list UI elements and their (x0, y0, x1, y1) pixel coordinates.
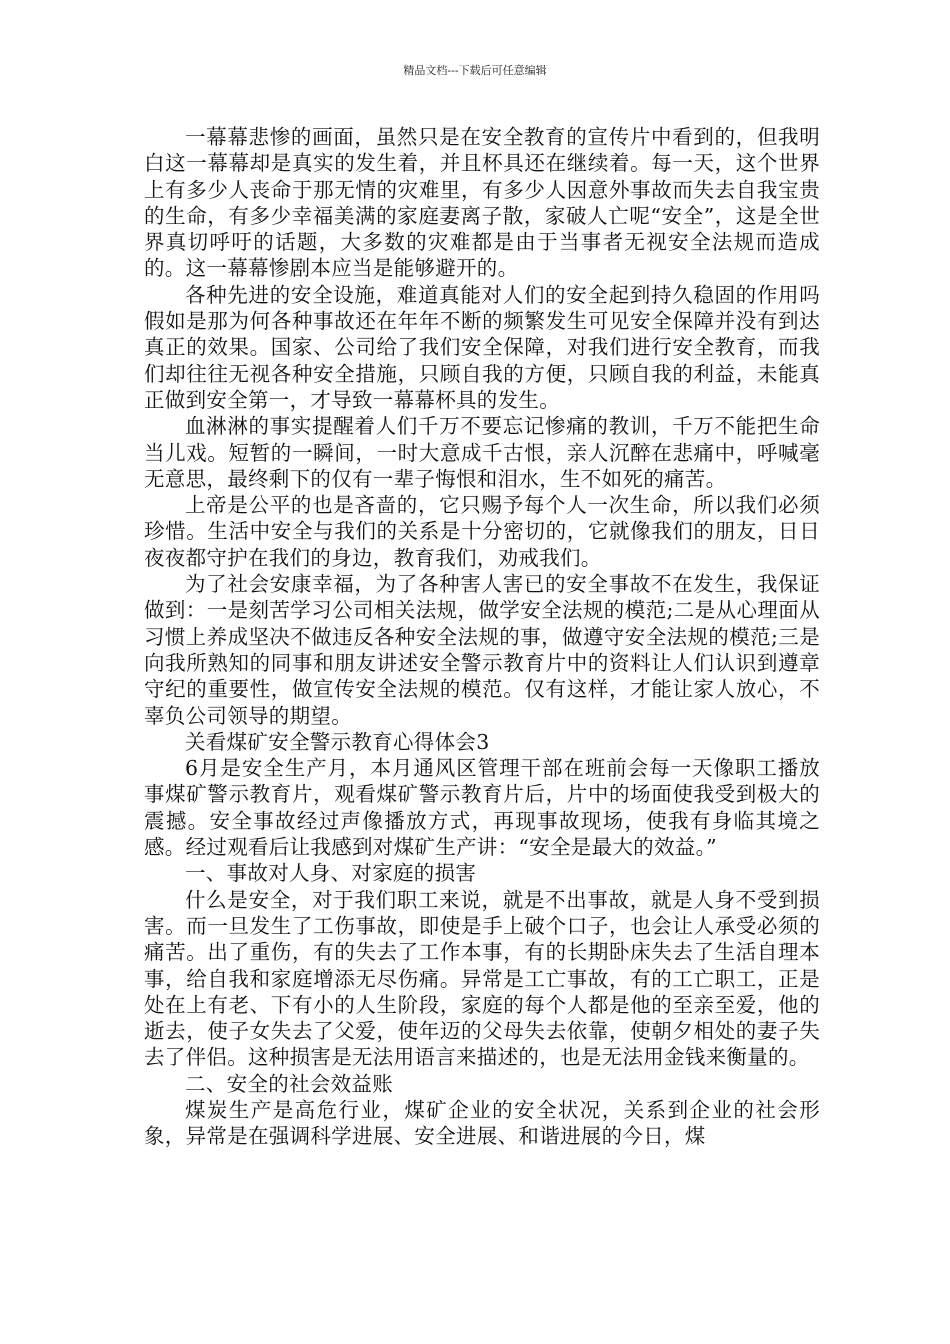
paragraph-bloody-facts: 血淋淋的事实提醒着人们千万不要忘记惨痛的教训，千万不能把生命当儿戏。短暂的一瞬间，一时大意成千古恨，亲人沉醉在悲痛中，呼喊毫无意思，最终剩下的仅有一辈子悔恨和泪水，生不如死的痛苦。 (144, 414, 820, 491)
section-heading-personal-harm: 一、事故对人身、对家庭的损害 (185, 861, 477, 886)
paragraph-safety-month: 6月是安全生产月，本月通风区管理干部在班前会每一天像职工播放事煤矿警示教育片，观看煤矿警示教育片后，片中的场面使我受到极大的震撼。安全事故经过声像播放方式，再现事故现场，使我有身临其境之感。经过观看后让我感到对煤矿生产讲：“安全是最大的效益。” (144, 756, 820, 860)
document-body (144, 124, 820, 1150)
paragraph-tragedy-scenes: 一幕幕悲惨的画面，虽然只是在安全教育的宣传片中看到的，但我明白这一幕幕却是真实的发生着，并且杯具还在继续着。每一天，这个世界上有多少人丧命于那无情的灾难里，有多少人因意外事故而失去自我宝贵的生命，有多少幸福美满的家庭妻离子散，家破人亡呢“安全”，这是全世界真切呼吁的话题，大多数的灾难都是由于当事者无视安全法规而造成的。这一幕幕惨剧本应当是能够避开的。 (144, 125, 820, 281)
page-header: 精品文档---下载后可任意编辑 (403, 64, 547, 77)
paragraph-safety-facilities: 各种先进的安全设施，难道真能对人们的安全起到持久稳固的作用吗假如是那为何各种事故还在年年不断的频繁发生可见安全保障并没有到达真正的效果。国家、公司给了我们安全保障，对我们进行安全教育，而我们却往往无视各种安全措施，只顾自我的方便，只顾自我的利益，未能真正做到安全第一，才导致一幕幕杯具的发生。 (144, 282, 820, 412)
paragraph-coal-industry: 煤炭生产是高危行业，煤矿企业的安全状况，关系到企业的社会形象，异常是在强调科学进展、安全进展、和谐进展的今日，煤 (144, 1097, 820, 1149)
paragraph-what-is-safety: 什么是安全，对于我们职工来说，就是不出事故，就是人身不受到损害。而一旦发生了工伤事故，即使是手上破个口子，也会让人承受必须的痛苦。出了重伤，有的失去了工作本事，有的长期卧床失去了生活自理本事，给自我和家庭增添无尽伤痛。异常是工亡事故，有的工亡职工，正是处在上有老、下有小的人生阶段，家庭的每个人都是他的至亲至爱，他的逝去，使子女失去了父爱，使年迈的父母失去依靠，使朝夕相处的妻子失去了伴侣。这种损害是无法用语言来描述的，也是无法用金钱来衡量的。 (144, 887, 820, 1070)
paragraph-cherish-life: 上帝是公平的也是吝啬的，它只赐予每个人一次生命，所以我们必须珍惜。生活中安全与我们的关系是十分密切的，它就像我们的朋友，日日夜夜都守护在我们的身边，教育我们，劝戒我们。 (144, 493, 820, 570)
section-heading-social-benefit: 二、安全的社会效益账 (185, 1071, 393, 1096)
paragraph-pledge: 为了社会安康幸福，为了各种害人害已的安全事故不在发生，我保证做到：一是刻苦学习公司相关法规，做学安全法规的模范;二是从心理面从习惯上养成坚决不做违反各种安全法规的事，做遵守安全法规的模范;三是向我所熟知的同事和朋友讲述安全警示教育片中的资料让人们认识到遵章守纪的重要性，做宣传安全法规的模范。仅有这样，才能让家人放心，不辜负公司领导的期望。 (144, 572, 820, 728)
section-title: 关看煤矿安全警示教育心得体会3 (185, 729, 490, 754)
